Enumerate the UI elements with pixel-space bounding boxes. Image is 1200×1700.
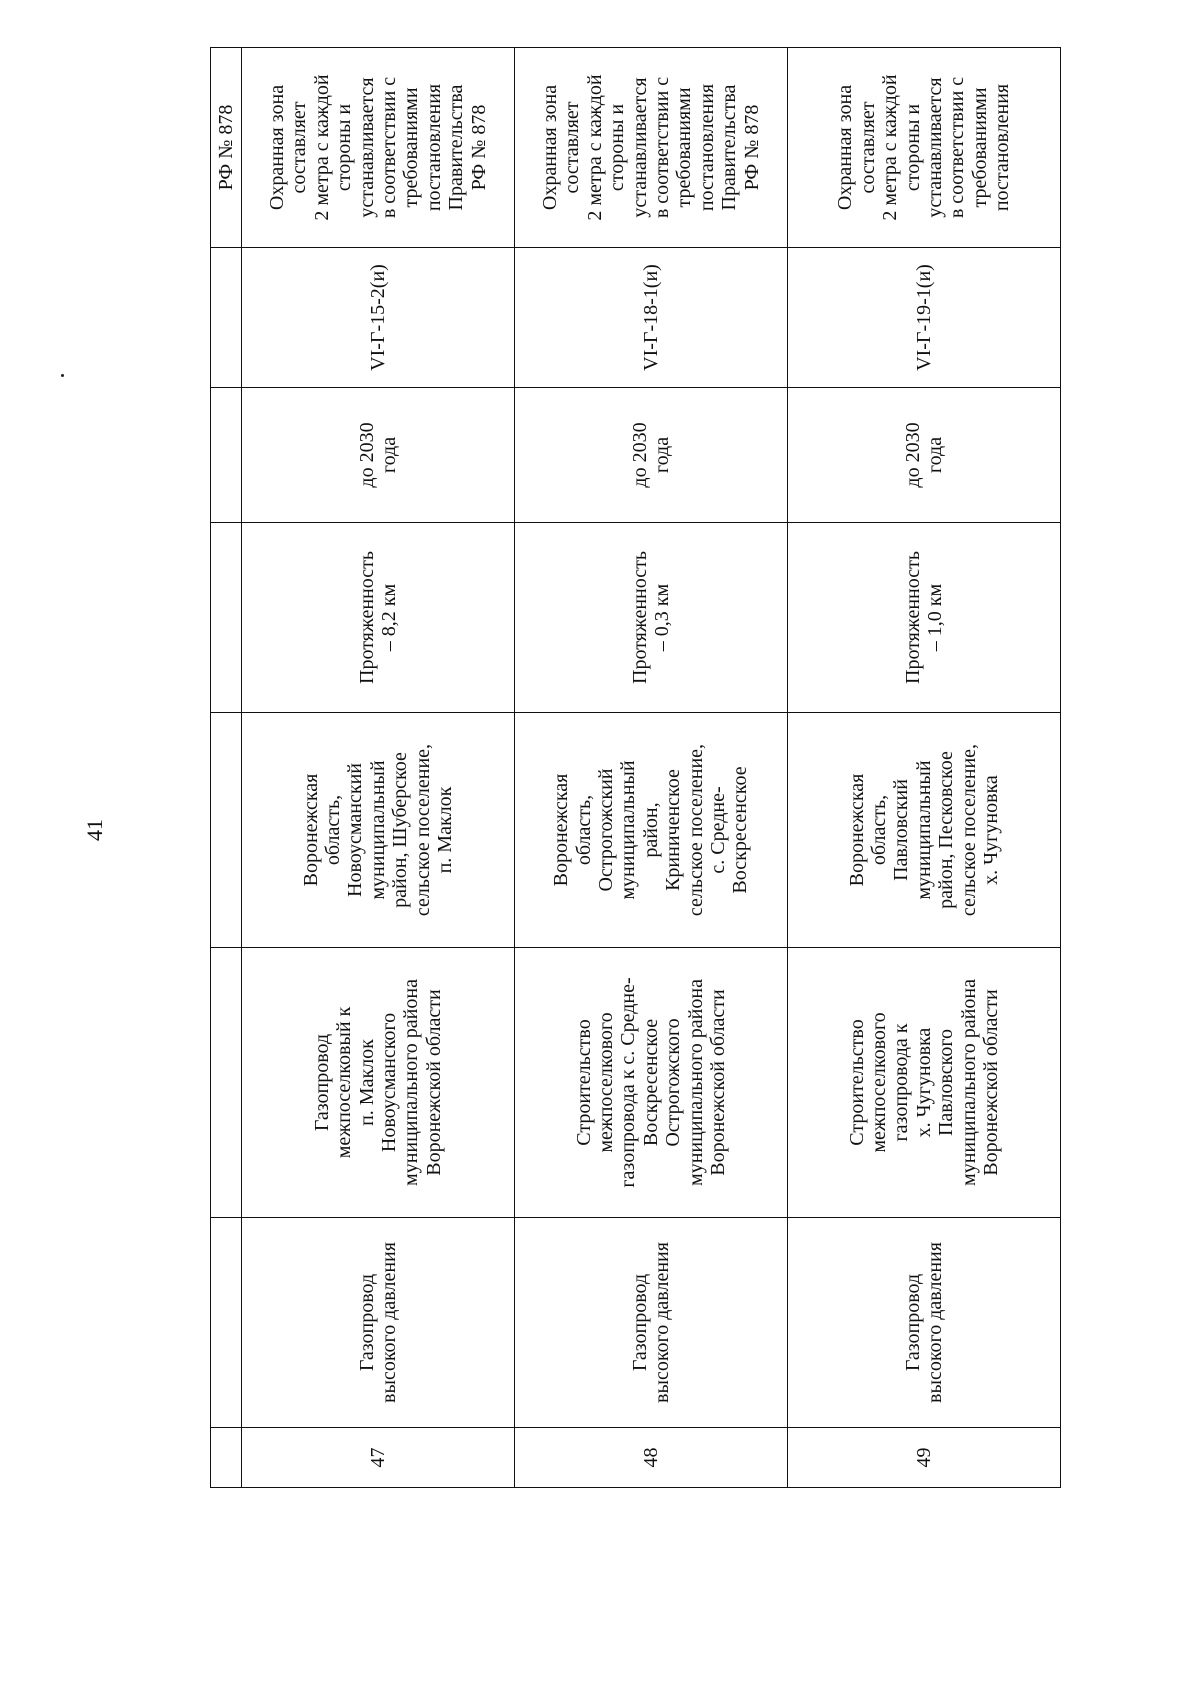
object-code: VI-Г-19-1(и) [912,264,935,371]
protection-zone: Охранная зона составляет 2 метра с каждой стороны и устанавливается в соответствии с требованиями постановления Правительства РФ № 878 [539,74,763,221]
table-top-strip [211,48,242,1488]
object-location: Воронежская область, Острогожский муниципальный район, Криниченское сельское поселение, с. Средне- Воскресенское [550,743,752,917]
code-cell [242,248,515,388]
row-number-cell [242,1428,515,1488]
strip-cell-code [211,248,242,388]
object-type-cell [788,1218,1061,1428]
strip-cell-deadline [211,388,242,523]
object-type-cell [515,1218,788,1428]
object-deadline: до 2030 года [355,422,400,488]
protection-zone: Охранная зона составляет 2 метра с каждой стороны и устанавливается в соответствии с требованиями постановления [834,74,1014,221]
strip-cell-location [211,713,242,948]
scan-speck [61,374,64,377]
protection-zone: Охранная зона составляет 2 метра с каждой стороны и устанавливается в соответствии с требованиями постановления Правительства РФ № 878 [266,74,490,221]
protection-zone-cell [242,48,515,248]
code-cell [515,248,788,388]
strip-cell-characteristics [211,523,242,713]
row-number: 49 [912,1447,935,1468]
deadline-cell [788,388,1061,523]
object-location: Воронежская область, Павловский муниципальный район, Песковское сельское поселение, х. Чугуновка [845,743,1002,917]
strip-zone-text: РФ № 878 [214,104,237,191]
protection-zone-cell [515,48,788,248]
strip-cell-number [211,1428,242,1488]
object-code: VI-Г-18-1(и) [639,264,662,371]
row-number-cell [788,1428,1061,1488]
object-deadline: до 2030 года [628,422,673,488]
object-type: Газопровод высокого давления [355,1242,400,1403]
characteristics-cell [242,523,515,713]
object-location: Воронежская область, Новоусманский муниципальный район, Шуберское сельское поселение, п. Маклок [299,743,456,917]
row-number-cell [515,1428,788,1488]
location-cell [788,713,1061,948]
location-cell [515,713,788,948]
object-type: Газопровод высокого давления [901,1242,946,1403]
table-row [788,48,1061,1488]
registry-table [210,47,1061,1488]
object-characteristics: Протяженность – 1,0 км [901,551,946,684]
object-name: Газопровод межпоселковый к п. Маклок Новоусманского муниципального района Воронежской области [310,979,445,1186]
object-type-cell [242,1218,515,1428]
deadline-cell [515,388,788,523]
strip-cell-name [211,948,242,1218]
object-characteristics: Протяженность – 0,3 км [628,551,673,684]
location-cell [242,713,515,948]
row-number: 48 [639,1447,662,1468]
object-name: Строительство межпоселкового газопровода к х. Чугуновка Павловского муниципального района Воронежской области [845,979,1002,1186]
object-name-cell [788,948,1061,1218]
strip-cell-type [211,1218,242,1428]
page-number [80,815,110,845]
deadline-cell [242,388,515,523]
code-cell [788,248,1061,388]
object-name: Строительство межпоселкового газопровода к с. Средне- Воскресенское Острогожского муниципального района Воронежской области [572,977,729,1188]
rotated-table-wrapper [210,48,1020,1488]
strip-cell-zone [211,48,242,248]
protection-zone-cell [788,48,1061,248]
object-name-cell [242,948,515,1218]
object-deadline: до 2030 года [901,422,946,488]
row-number: 47 [366,1447,389,1468]
object-code: VI-Г-15-2(и) [366,264,389,371]
table-row [242,48,515,1488]
characteristics-cell [515,523,788,713]
object-characteristics: Протяженность – 8,2 км [355,551,400,684]
object-name-cell [515,948,788,1218]
page-number-text: 41 [82,819,107,841]
object-type: Газопровод высокого давления [628,1242,673,1403]
table-row [515,48,788,1488]
characteristics-cell [788,523,1061,713]
